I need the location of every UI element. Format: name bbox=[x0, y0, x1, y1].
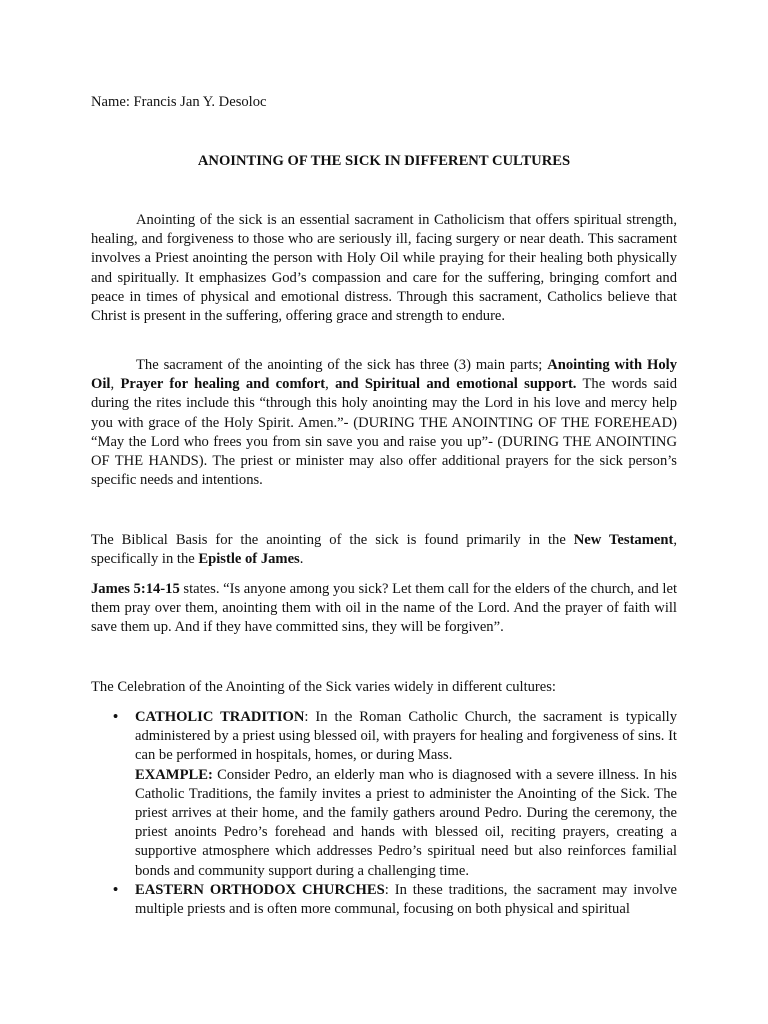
scripture-reference: James 5:14-15 bbox=[91, 581, 180, 597]
bullet-icon: • bbox=[113, 709, 119, 725]
list-item bbox=[91, 708, 677, 881]
intro-paragraph: Anointing of the sick is an essential sacrament in Catholicism that offers spiritual strength, healing, and forgiveness to those who are seriously ill, facing surgery or near death. This sacrament involves a Priest anointing the person with Holy Oil while praying for their healing both physically and spiritually. It emphasizes God’s compassion and care for the suffering, bringing comfort and peace in times of physical and emotional distress. Through this sacrament, Catholics believe that Christ is present in the suffering, offering grace and strength to endure. bbox=[91, 212, 677, 325]
cultures-list bbox=[91, 708, 677, 919]
list-item-text: : In the Roman Catholic Church, the sacrament is typically administered by a priest using blessed oil, with prayers for healing and forgiveness of sins. It can be performed in hospitals, homes, or during Mass. bbox=[135, 709, 677, 764]
biblical-basis-text: , specifically in the bbox=[91, 532, 677, 568]
rite-words: The words said during the rites include this “through this holy anointing may the Lord in his love and mercy help you with grace of the Holy Spirit. Amen.”- (DURING THE ANOINTING OF THE FOREHEAD) “May the Lord who frees you from sin save you and raise you up”- (DURING THE ANOINTING OF THE HANDS). The priest or minister may also offer additional prayers for the sick person’s specific needs and intentions. bbox=[91, 376, 677, 489]
list-item-text: : In these traditions, the sacrament may involve multiple priests and is often more communal, focusing on both physical and spiritual bbox=[135, 881, 678, 918]
example-label: EXAMPLE: bbox=[135, 766, 213, 783]
separator: , bbox=[110, 376, 121, 393]
main-parts-paragraph bbox=[91, 356, 677, 490]
bullet-icon: • bbox=[113, 881, 119, 898]
biblical-basis-paragraph bbox=[91, 531, 677, 569]
new-testament-ref: New Testament bbox=[573, 532, 674, 548]
author-name: Name: Francis Jan Y. Desoloc bbox=[91, 94, 267, 110]
biblical-basis-text: . bbox=[299, 551, 304, 568]
part-spiritual-support: and Spiritual and emotional support. bbox=[335, 376, 577, 393]
list-item bbox=[91, 881, 677, 919]
part-anointing-oil: Anointing with Holy Oil bbox=[91, 357, 677, 393]
cultures-intro: The Celebration of the Anointing of the Sick varies widely in different cultures: bbox=[91, 679, 556, 695]
document-title: ANOINTING OF THE SICK IN DIFFERENT CULTURES bbox=[197, 153, 571, 169]
example-text: Consider Pedro, an elderly man who is diagnosed with a severe illness. In his Catholic Traditions, the family invites a priest to administer the Anointing of the Sick. The priest arrives at their home, and the family gathers around Pedro. During the ceremony, the priest anoints Pedro’s forehead and hands with blessed oil, reciting prayers, creating a supportive atmosphere which addresses Pedro’s spiritual need but also reinforces familial bonds and community support during a challenging time. bbox=[135, 766, 677, 879]
james-quote-paragraph bbox=[91, 580, 677, 638]
main-parts-intro: The sacrament of the anointing of the sick has three (3) main parts; bbox=[136, 357, 548, 373]
list-item-heading: CATHOLIC TRADITION bbox=[135, 709, 305, 725]
biblical-basis-text: The Biblical Basis for the anointing of the sick is found primarily in the bbox=[91, 532, 574, 548]
part-prayer-healing: Prayer for healing and comfort bbox=[120, 376, 326, 393]
scripture-quote: states. “Is anyone among you sick? Let them call for the elders of the church, and let them pray over them, anointing them with oil in the name of the Lord. And the prayer of faith will save them up. And if they have committed sins, they will be forgiven”. bbox=[91, 581, 677, 636]
epistle-ref: Epistle of James bbox=[198, 551, 300, 568]
separator: , bbox=[325, 376, 336, 393]
list-item-heading: EASTERN ORTHODOX CHURCHES bbox=[135, 881, 385, 898]
